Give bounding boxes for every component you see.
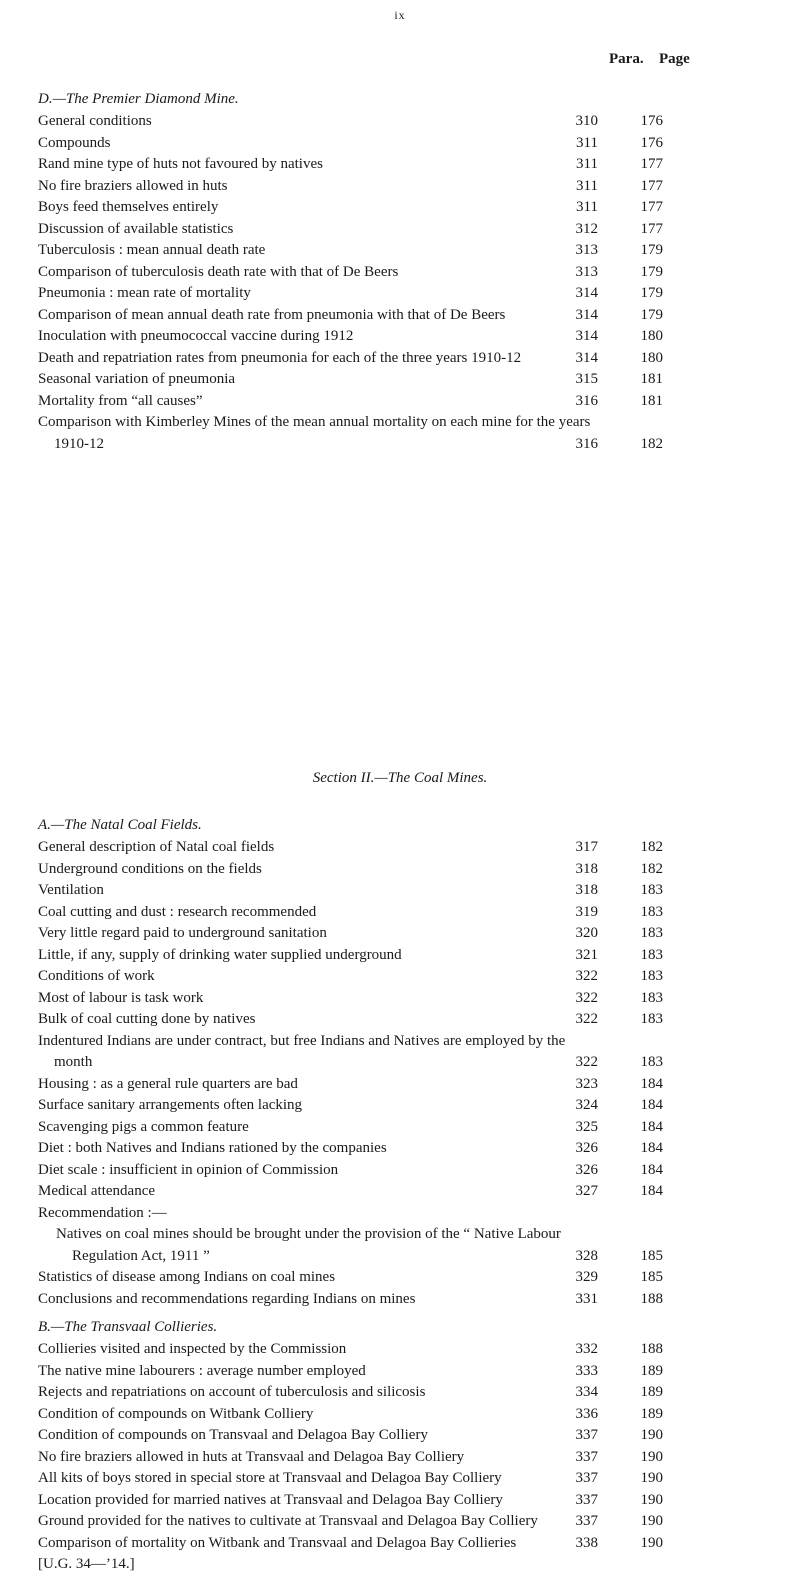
entry-para-number: 337 [575, 1470, 598, 1486]
entry-para-number: 322 [575, 968, 598, 984]
entry-page-number: 176 [640, 113, 663, 129]
entry-para-number: 331 [575, 1290, 598, 1307]
entry-page-number: 182 [640, 435, 663, 452]
entry-page-number: 176 [640, 134, 663, 151]
entry-text: Medical attendance [38, 1183, 156, 1199]
entry-page-number: 184 [640, 1140, 663, 1156]
entry-para-number: 322 [575, 1054, 598, 1070]
entry-text: General conditions [38, 113, 152, 129]
entry-text: Inoculation with pneumococcal vaccine during 1912 [38, 328, 354, 344]
entry-text: Statistics of disease among Indians on coal mines [38, 1269, 336, 1285]
index-entry [38, 1425, 728, 1447]
entry-page-number: 188 [640, 1290, 663, 1307]
entry-page-number: 183 [640, 903, 663, 920]
entry-para-number: 326 [575, 1140, 598, 1156]
entry-page-number: 190 [640, 1427, 663, 1443]
index-entry [38, 1117, 728, 1139]
entry-page-number: 189 [640, 1362, 663, 1379]
index-entry [38, 283, 728, 305]
entry-text: Little, if any, supply of drinking water supplied underground [38, 946, 402, 963]
entry-text: Death and repatriation rates from pneumonia for each of the three years 1910-12 [38, 349, 522, 366]
entry-para-number: 337 [575, 1513, 598, 1529]
entry-page-number: 179 [640, 263, 663, 280]
entry-page-number: 183 [640, 1011, 663, 1027]
entry-para-number: 332 [575, 1341, 598, 1357]
entry-para-number: 314 [575, 349, 598, 366]
entry-page-number: 185 [640, 1247, 663, 1264]
index-entry [38, 197, 728, 219]
page-column-header: Page [659, 51, 690, 67]
entry-para-number: 314 [575, 285, 598, 301]
entry-text: All kits of boys stored in special store at Transvaal and Delagoa Bay Colliery [38, 1470, 502, 1486]
entry-para-number: 338 [575, 1534, 598, 1551]
entry-para-number: 313 [575, 242, 598, 258]
section-b-heading: B.—The Transvaal Collieries. [38, 1319, 218, 1335]
coal-mines-content [38, 814, 728, 1575]
index-entry [38, 133, 728, 155]
entry-para-number: 313 [575, 263, 598, 280]
section-a-list [38, 837, 728, 1310]
index-entry [38, 1511, 728, 1533]
entry-page-number: 184 [640, 1183, 663, 1199]
entry-para-number: 314 [575, 328, 598, 344]
entry-page-number: 190 [640, 1491, 663, 1508]
entry-text: Discussion of available statistics [38, 220, 234, 237]
entry-text: Pneumonia : mean rate of mortality [38, 285, 251, 301]
entry-para-number: 320 [575, 925, 598, 941]
entry-text: Indentured Indians are under contract, but free Indians and Natives are employed by the month [38, 1032, 566, 1070]
index-entry [38, 1361, 728, 1383]
index-entry [38, 1138, 728, 1160]
index-entry [38, 1224, 728, 1267]
index-entry [38, 262, 728, 284]
entry-para-number: 318 [575, 882, 598, 898]
entry-text: Very little regard paid to underground sanitation [38, 925, 327, 941]
entry-page-number: 180 [640, 328, 663, 344]
entry-page-number: 190 [640, 1470, 663, 1486]
index-entry [38, 1031, 728, 1074]
entry-page-number: 184 [640, 1161, 663, 1178]
index-entry [38, 923, 728, 945]
entry-page-number: 183 [640, 1054, 663, 1070]
entry-page-number: 184 [640, 1118, 663, 1135]
entry-text: Most of labour is task work [38, 989, 204, 1006]
index-entry [38, 1468, 728, 1490]
entry-text: Rejects and repatriations on account of tuberculosis and silicosis [38, 1384, 426, 1400]
index-entry [38, 305, 728, 327]
entry-page-number: 190 [640, 1513, 663, 1529]
index-entry [38, 240, 728, 262]
entry-page-number: 182 [640, 839, 663, 855]
entry-para-number: 337 [575, 1448, 598, 1465]
index-entry [38, 1160, 728, 1182]
entry-text: Comparison of mortality on Witbank and Transvaal and Delagoa Bay Collieries [38, 1534, 517, 1551]
entry-text: Recommendation :— [38, 1204, 167, 1221]
entry-text: Boys feed themselves entirely [38, 199, 219, 215]
index-entry [38, 326, 728, 348]
entry-para-number: 327 [575, 1183, 598, 1199]
entry-para-number: 318 [575, 860, 598, 877]
index-entry [38, 369, 728, 391]
index-entry [38, 902, 728, 924]
index-entry [38, 391, 728, 413]
entry-para-number: 325 [575, 1118, 598, 1135]
index-entry [38, 1404, 728, 1426]
index-entry [38, 966, 728, 988]
entry-page-number: 189 [640, 1405, 663, 1422]
entry-page-number: 189 [640, 1384, 663, 1400]
entry-para-number: 337 [575, 1491, 598, 1508]
entry-text: Rand mine type of huts not favoured by natives [38, 156, 323, 172]
index-entry [38, 412, 728, 455]
index-entry [38, 111, 728, 133]
index-entry [38, 1267, 728, 1289]
section-a-heading: A.—The Natal Coal Fields. [38, 817, 202, 833]
index-entry [38, 1339, 728, 1361]
entry-page-number: 177 [640, 177, 663, 194]
entry-para-number: 329 [575, 1269, 598, 1285]
entry-para-number: 334 [575, 1384, 598, 1400]
index-entry [38, 1533, 728, 1555]
index-entry [38, 176, 728, 198]
entry-para-number: 311 [576, 199, 598, 215]
entry-page-number: 184 [640, 1097, 663, 1113]
entry-text: Compounds [38, 134, 111, 151]
entry-para-number: 336 [575, 1405, 598, 1422]
entry-page-number: 179 [640, 306, 663, 323]
entry-text: Ground provided for the natives to cultivate at Transvaal and Delagoa Bay Colliery [38, 1513, 538, 1529]
entry-page-number: 184 [640, 1075, 663, 1092]
entry-page-number: 177 [640, 156, 663, 172]
entry-para-number: 324 [575, 1097, 598, 1113]
index-content [38, 88, 728, 455]
page-number: ix [394, 8, 406, 22]
entry-page-number: 185 [640, 1269, 663, 1285]
entry-page-number: 183 [640, 968, 663, 984]
index-entry [38, 1009, 728, 1031]
entry-para-number: 328 [575, 1247, 598, 1264]
entry-page-number: 182 [640, 860, 663, 877]
section-ii-title: Section II.—The Coal Mines. [312, 770, 488, 786]
section-d-heading: D.—The Premier Diamond Mine. [38, 91, 239, 107]
entry-para-number: 321 [575, 946, 598, 963]
entry-text: No fire braziers allowed in huts [38, 177, 228, 194]
entry-page-number: 181 [640, 392, 663, 409]
entry-para-number: 316 [575, 435, 598, 452]
entry-page-number: 183 [640, 946, 663, 963]
entry-para-number: 312 [575, 220, 598, 237]
footer-reference: [U.G. 34—’14.] [38, 1556, 135, 1572]
entry-page-number: 183 [640, 882, 663, 898]
entry-text: Coal cutting and dust : research recommended [38, 903, 317, 920]
index-entry [38, 837, 728, 859]
entry-text: Natives on coal mines should be brought under the provision of the “ Native Labour Regulation Act, 1911 ” [56, 1226, 561, 1264]
entry-para-number: 317 [575, 839, 598, 855]
entry-page-number: 177 [640, 199, 663, 215]
index-entry [38, 988, 728, 1010]
entry-page-number: 190 [640, 1534, 663, 1551]
entry-text: Diet scale : insufficient in opinion of Commission [38, 1161, 339, 1178]
entry-para-number: 311 [576, 177, 598, 194]
entry-text: Underground conditions on the fields [38, 860, 262, 877]
index-entry [38, 1447, 728, 1469]
entry-para-number: 333 [575, 1362, 598, 1379]
entry-para-number: 310 [575, 113, 598, 129]
entry-page-number: 179 [640, 242, 663, 258]
entry-text: Mortality from “all causes” [38, 392, 203, 409]
entry-text: Condition of compounds on Transvaal and Delagoa Bay Colliery [38, 1427, 428, 1443]
entry-text: No fire braziers allowed in huts at Transvaal and Delagoa Bay Colliery [38, 1448, 465, 1465]
index-entry [38, 1095, 728, 1117]
entry-text: Comparison with Kimberley Mines of the mean annual mortality on each mine for the years 1910-12 [38, 414, 591, 452]
entry-text: Conclusions and recommendations regarding Indians on mines [38, 1290, 416, 1307]
entry-para-number: 337 [575, 1427, 598, 1443]
entry-text: Surface sanitary arrangements often lacking [38, 1097, 303, 1113]
entry-page-number: 177 [640, 220, 663, 237]
entry-page-number: 190 [640, 1448, 663, 1465]
index-entry [38, 880, 728, 902]
entry-para-number: 322 [575, 989, 598, 1006]
entry-para-number: 315 [575, 371, 598, 387]
index-entry [38, 1382, 728, 1404]
index-entry [38, 1181, 728, 1203]
entry-para-number: 311 [576, 134, 598, 151]
index-entry [38, 1074, 728, 1096]
index-entry [38, 859, 728, 881]
entry-text: Diet : both Natives and Indians rationed by the companies [38, 1140, 387, 1156]
entry-page-number: 183 [640, 989, 663, 1006]
entry-text: Scavenging pigs a common feature [38, 1118, 249, 1135]
entry-text: Conditions of work [38, 968, 155, 984]
entry-para-number: 326 [575, 1161, 598, 1178]
entry-page-number: 183 [640, 925, 663, 941]
entry-para-number: 323 [575, 1075, 598, 1092]
entry-text: Ventilation [38, 882, 104, 898]
entry-text: Comparison of mean annual death rate from pneumonia with that of De Beers [38, 306, 506, 323]
entry-text: Condition of compounds on Witbank Colliery [38, 1405, 314, 1422]
index-entry [38, 154, 728, 176]
entry-text: Comparison of tuberculosis death rate with that of De Beers [38, 263, 399, 280]
section-d-list [38, 111, 728, 455]
index-entry [38, 1289, 728, 1311]
entry-page-number: 180 [640, 349, 663, 366]
index-entry [38, 348, 728, 370]
entry-para-number: 311 [576, 156, 598, 172]
section-b-list [38, 1339, 728, 1554]
para-column-header: Para. [609, 51, 644, 67]
entry-text: Tuberculosis : mean annual death rate [38, 242, 266, 258]
entry-page-number: 181 [640, 371, 663, 387]
index-entry [38, 945, 728, 967]
entry-para-number: 319 [575, 903, 598, 920]
index-entry [38, 219, 728, 241]
entry-text: Seasonal variation of pneumonia [38, 371, 236, 387]
entry-text: Bulk of coal cutting done by natives [38, 1011, 256, 1027]
entry-text: Housing : as a general rule quarters are bad [38, 1075, 298, 1092]
entry-text: Location provided for married natives at Transvaal and Delagoa Bay Colliery [38, 1491, 503, 1508]
index-entry [38, 1490, 728, 1512]
entry-text: General description of Natal coal fields [38, 839, 275, 855]
entry-para-number: 316 [575, 392, 598, 409]
entry-page-number: 179 [640, 285, 663, 301]
index-entry [38, 1203, 728, 1225]
entry-page-number: 188 [640, 1341, 663, 1357]
entry-para-number: 314 [575, 306, 598, 323]
entry-text: Collieries visited and inspected by the Commission [38, 1341, 347, 1357]
entry-text: The native mine labourers : average number employed [38, 1362, 366, 1379]
entry-para-number: 322 [575, 1011, 598, 1027]
